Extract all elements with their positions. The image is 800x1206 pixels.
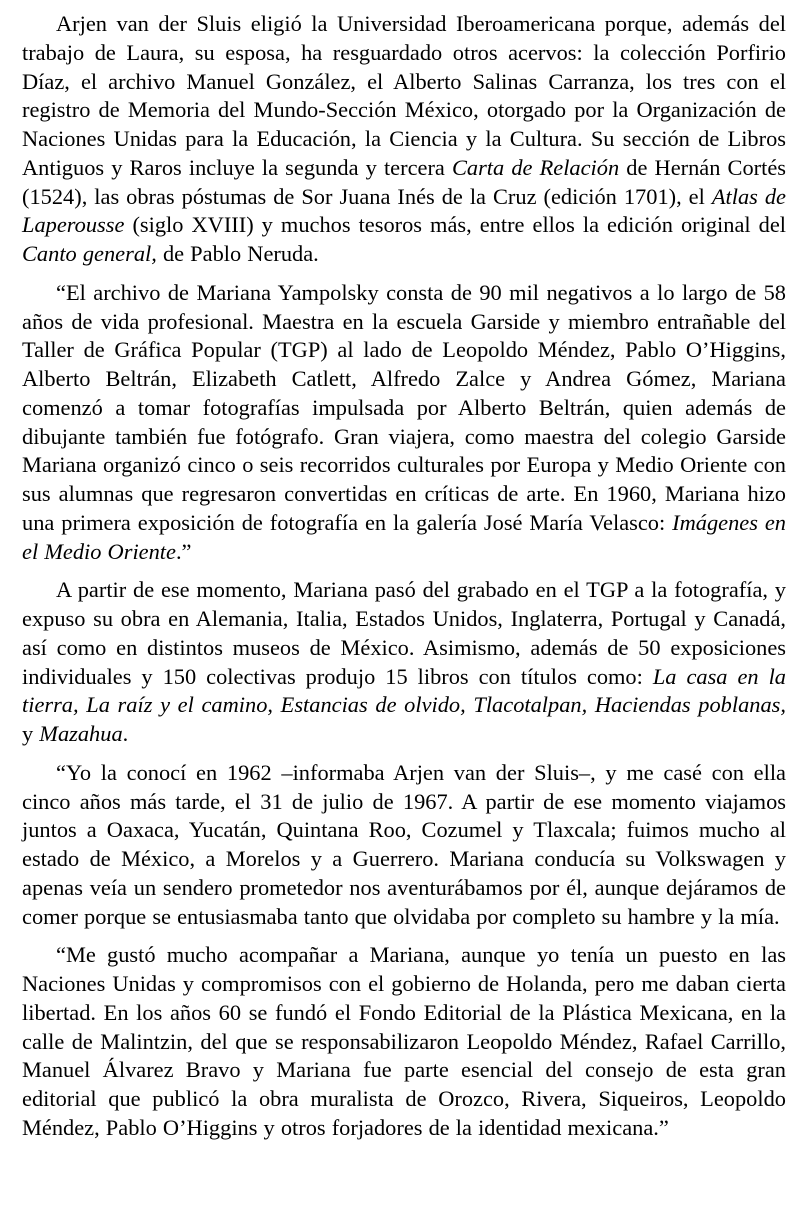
paragraph-1	[22, 10, 786, 269]
text-run: “Me gustó mucho acompañar a Mariana, aunque yo tenía un puesto en las Naciones Unidas y compromisos con el gobierno de Holanda, pero me daban cierta libertad. En los años 60 se fundó el Fondo Editorial de la Plástica Mexicana, en la calle de Malintzin, del que se responsabilizaron Leopoldo Méndez, Rafael Carrillo, Manuel Álvarez Bravo y Mariana fue parte esencial del consejo de esta gran editorial que publicó la obra muralista de Orozco, Rivera, Siqueiros, Leopoldo Méndez, Pablo O’Higgins y otros forjadores de la identidad mexicana.”	[22, 942, 786, 1140]
title-italic-run: Imágenes en el Medio Oriente	[22, 509, 786, 564]
text-run: y	[22, 721, 40, 746]
text-run: de Pablo Neruda.	[156, 241, 319, 266]
text-run: (siglo XVIII) y muchos tesoros más, entre ellos la edición original del	[124, 212, 786, 238]
text-run: “El archivo de Mariana Yampolsky consta de 90 mil negativos a lo largo de 58 años de vida profesional. Maestra en la escuela Garside y miembro entrañable del Taller de Gráfica Popular (TGP) al lado de Leopoldo Méndez, Pablo O’Higgins, Alberto Beltrán, Elizabeth Catlett, Alfredo Zalce y Andrea Gómez, Mariana comenzó a tomar fotografías impulsada por Alberto Beltrán, quien además de dibujante también fue fotógrafo. Gran viajera, como maestra del colegio Garside Mariana organizó cinco o seis recorridos culturales por Europa y Medio Oriente con sus alumnas que regresaron convertidas en críticas de arte. En 1960, Mariana hizo una primera exposición de fotografía en la galería José María Velasco:	[22, 279, 786, 535]
text-run: A partir de ese momento, Mariana pasó del grabado en el TGP a la fotografía, y expuso su obra en Alemania, Italia, Estados Unidos, Inglaterra, Portugal y Canadá, así como en distintos museos de México. Asimismo, además de 50 exposiciones individuales y 150 colectivas produjo 15 libros con títulos como:	[22, 577, 786, 689]
text-run: de Hernán Cortés (1524), las obras póstumas de Sor Juana Inés de la Cruz (edición 1701), el	[22, 154, 786, 209]
title-italic-run: Atlas de Laperousse	[22, 183, 786, 238]
text-body	[22, 10, 786, 1143]
paragraph-4	[22, 759, 786, 932]
text-run: Arjen van der Sluis eligió la Universidad Iberoamericana porque, además del trabajo de Laura, su esposa, ha resguardado otros acervos: la colección Porfirio Díaz, el archivo Manuel González, el Alberto Salinas Carranza, los tres con el registro de Memoria del Mundo-Sección México, otorgado por la Organización de Naciones Unidas para la Educación, la Ciencia y la Cultura. Su sección de Libros Antiguos y Raros incluye la segunda y tercera	[22, 11, 786, 180]
title-italic-run: Mazahua	[39, 721, 123, 746]
title-italic-run: La casa en la tierra, La raíz y el camino, Estancias de olvido, Tlacotalpan, Haciendas poblanas,	[22, 663, 786, 718]
text-run: “Yo la conocí en 1962 –informaba Arjen van der Sluis–, y me casé con ella cinco años más tarde, el 31 de julio de 1967. A partir de ese momento viajamos juntos a Oaxaca, Yucatán, Quintana Roo, Cozumel y Tlaxcala; fuimos mucho al estado de México, a Morelos y a Guerrero. Mariana conducía su Volkswagen y apenas veía un sendero prometedor nos aventurábamos por él, aunque dejáramos de comer porque se entusiasmaba tanto que olvidaba por completo su hambre y la mía.	[22, 759, 786, 929]
paragraph-3	[22, 576, 786, 749]
text-run: .”	[175, 538, 192, 564]
title-italic-run: Carta de Relación	[451, 154, 620, 180]
paragraph-5	[22, 941, 786, 1142]
title-italic-run: Canto general,	[22, 241, 157, 266]
paragraph-2	[22, 279, 786, 567]
text-run: .	[122, 721, 129, 746]
